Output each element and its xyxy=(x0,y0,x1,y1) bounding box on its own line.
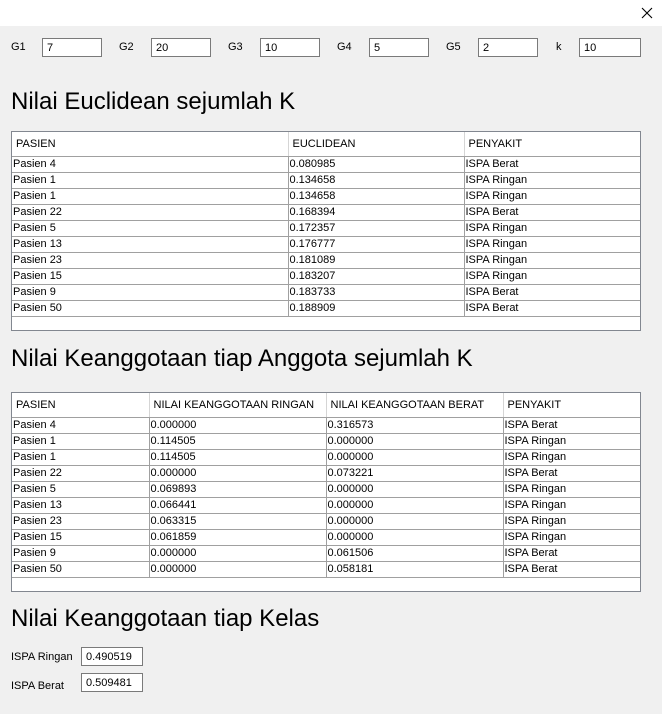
membership-grid[interactable] xyxy=(11,392,641,592)
g4-label: G4 xyxy=(337,41,352,53)
table-cell[interactable]: Pasien 5 xyxy=(12,482,149,498)
g5-label: G5 xyxy=(446,41,461,53)
table-row[interactable] xyxy=(12,530,640,546)
table-row[interactable] xyxy=(12,466,640,482)
column-header[interactable]: PASIEN xyxy=(12,393,149,418)
g2-input[interactable] xyxy=(151,38,211,57)
table-cell[interactable]: 0.134658 xyxy=(288,189,464,205)
k-label: k xyxy=(556,41,562,53)
table-cell[interactable]: Pasien 22 xyxy=(12,466,149,482)
table-cell[interactable]: 0.000000 xyxy=(326,434,503,450)
table-cell[interactable]: Pasien 9 xyxy=(12,546,149,562)
table-cell[interactable]: Pasien 5 xyxy=(12,221,288,237)
table-cell[interactable]: 0.000000 xyxy=(149,418,326,434)
table-cell[interactable]: 0.000000 xyxy=(326,498,503,514)
column-header[interactable]: NILAI KEANGGOTAAN BERAT xyxy=(326,393,503,418)
table-cell[interactable]: Pasien 4 xyxy=(12,418,149,434)
table-cell[interactable]: Pasien 22 xyxy=(12,205,288,221)
table-cell[interactable]: 0.058181 xyxy=(326,562,503,578)
table-row[interactable] xyxy=(12,546,640,562)
table-cell[interactable]: ISPA Berat xyxy=(503,466,640,482)
g3-label: G3 xyxy=(228,41,243,53)
column-header[interactable]: PASIEN xyxy=(12,132,288,157)
euclidean-title: Nilai Euclidean sejumlah K xyxy=(11,88,296,115)
table-cell[interactable]: 0.000000 xyxy=(149,546,326,562)
table-cell[interactable]: Pasien 23 xyxy=(12,514,149,530)
table-cell[interactable]: 0.066441 xyxy=(149,498,326,514)
table-cell[interactable]: ISPA Ringan xyxy=(464,173,640,189)
table-cell[interactable]: 0.000000 xyxy=(326,450,503,466)
ispa-berat-value[interactable] xyxy=(81,673,143,692)
g1-input[interactable] xyxy=(42,38,102,57)
table-cell[interactable]: ISPA Ringan xyxy=(464,253,640,269)
table-row[interactable] xyxy=(12,189,640,205)
table-cell[interactable]: Pasien 4 xyxy=(12,157,288,173)
table-cell[interactable]: 0.183207 xyxy=(288,269,464,285)
table-cell[interactable]: Pasien 1 xyxy=(12,189,288,205)
table-cell[interactable]: ISPA Ringan xyxy=(503,498,640,514)
table-cell[interactable]: Pasien 1 xyxy=(12,450,149,466)
g2-label: G2 xyxy=(119,41,134,53)
column-header[interactable]: EUCLIDEAN xyxy=(288,132,464,157)
table-cell[interactable]: ISPA Berat xyxy=(503,562,640,578)
table-cell[interactable]: ISPA Ringan xyxy=(503,434,640,450)
table-cell[interactable]: 0.000000 xyxy=(326,514,503,530)
table-cell[interactable]: 0.080985 xyxy=(288,157,464,173)
table-cell[interactable]: ISPA Berat xyxy=(503,546,640,562)
g1-label: G1 xyxy=(11,41,26,53)
table-cell[interactable]: 0.114505 xyxy=(149,450,326,466)
table-cell[interactable]: ISPA Ringan xyxy=(464,237,640,253)
table-cell[interactable]: Pasien 23 xyxy=(12,253,288,269)
table-cell[interactable]: ISPA Ringan xyxy=(464,269,640,285)
table-cell[interactable]: 0.114505 xyxy=(149,434,326,450)
column-header[interactable]: NILAI KEANGGOTAAN RINGAN xyxy=(149,393,326,418)
table-cell[interactable]: 0.181089 xyxy=(288,253,464,269)
table-row[interactable] xyxy=(12,498,640,514)
table-cell[interactable]: 0.000000 xyxy=(326,530,503,546)
table-cell[interactable]: 0.061859 xyxy=(149,530,326,546)
table-cell[interactable]: 0.000000 xyxy=(149,466,326,482)
table-cell[interactable]: Pasien 50 xyxy=(12,301,288,317)
table-cell[interactable]: 0.134658 xyxy=(288,173,464,189)
table-row[interactable] xyxy=(12,253,640,269)
column-header[interactable]: PENYAKIT xyxy=(464,132,640,157)
table-cell[interactable]: ISPA Berat xyxy=(464,157,640,173)
table-row[interactable] xyxy=(12,434,640,450)
table-cell[interactable]: ISPA Ringan xyxy=(503,530,640,546)
ispa-ringan-value[interactable] xyxy=(81,647,143,666)
g5-input[interactable] xyxy=(478,38,538,57)
table-cell[interactable]: Pasien 50 xyxy=(12,562,149,578)
table-cell[interactable]: ISPA Ringan xyxy=(464,221,640,237)
title-bar xyxy=(0,0,662,26)
table-cell[interactable]: Pasien 15 xyxy=(12,530,149,546)
table-cell[interactable]: ISPA Berat xyxy=(464,301,640,317)
table-cell[interactable]: Pasien 15 xyxy=(12,269,288,285)
table-cell[interactable]: ISPA Ringan xyxy=(503,450,640,466)
parameter-row xyxy=(0,37,662,57)
class-membership-title: Nilai Keanggotaan tiap Kelas xyxy=(11,605,320,632)
table-cell[interactable]: 0.183733 xyxy=(288,285,464,301)
table-cell[interactable]: 0.069893 xyxy=(149,482,326,498)
g3-input[interactable] xyxy=(260,38,320,57)
table-row[interactable] xyxy=(12,482,640,498)
column-header[interactable]: PENYAKIT xyxy=(503,393,640,418)
euclidean-grid[interactable] xyxy=(11,131,641,331)
table-cell[interactable]: ISPA Berat xyxy=(464,205,640,221)
table-row[interactable] xyxy=(12,285,640,301)
close-icon[interactable] xyxy=(632,0,662,26)
table-cell[interactable]: 0.188909 xyxy=(288,301,464,317)
table-row[interactable] xyxy=(12,562,640,578)
table-row[interactable] xyxy=(12,301,640,317)
table-row[interactable] xyxy=(12,418,640,434)
table-row[interactable] xyxy=(12,157,640,173)
table-cell[interactable]: 0.168394 xyxy=(288,205,464,221)
table-cell[interactable]: 0.316573 xyxy=(326,418,503,434)
table-cell[interactable]: 0.000000 xyxy=(149,562,326,578)
table-cell[interactable]: Pasien 1 xyxy=(12,434,149,450)
table-cell[interactable]: ISPA Berat xyxy=(464,285,640,301)
table-cell[interactable]: Pasien 13 xyxy=(12,498,149,514)
ispa-berat-label: ISPA Berat xyxy=(11,680,64,692)
table-row[interactable] xyxy=(12,269,640,285)
k-input[interactable] xyxy=(579,38,641,57)
table-cell[interactable]: 0.176777 xyxy=(288,237,464,253)
table-cell[interactable]: ISPA Ringan xyxy=(464,189,640,205)
table-cell[interactable]: 0.172357 xyxy=(288,221,464,237)
table-cell[interactable]: 0.073221 xyxy=(326,466,503,482)
table-cell[interactable]: 0.061506 xyxy=(326,546,503,562)
table-cell[interactable]: 0.063315 xyxy=(149,514,326,530)
ispa-ringan-label: ISPA Ringan xyxy=(11,651,73,663)
table-cell[interactable]: ISPA Berat xyxy=(503,418,640,434)
table-row[interactable] xyxy=(12,237,640,253)
table-cell[interactable]: 0.000000 xyxy=(326,482,503,498)
membership-title: Nilai Keanggotaan tiap Anggota sejumlah K xyxy=(11,345,473,372)
table-row[interactable] xyxy=(12,514,640,530)
g4-input[interactable] xyxy=(369,38,429,57)
table-cell[interactable]: Pasien 1 xyxy=(12,173,288,189)
table-row[interactable] xyxy=(12,173,640,189)
table-cell[interactable]: Pasien 13 xyxy=(12,237,288,253)
table-row[interactable] xyxy=(12,450,640,466)
table-row[interactable] xyxy=(12,221,640,237)
table-cell[interactable]: ISPA Ringan xyxy=(503,482,640,498)
table-row[interactable] xyxy=(12,205,640,221)
table-cell[interactable]: ISPA Ringan xyxy=(503,514,640,530)
table-cell[interactable]: Pasien 9 xyxy=(12,285,288,301)
